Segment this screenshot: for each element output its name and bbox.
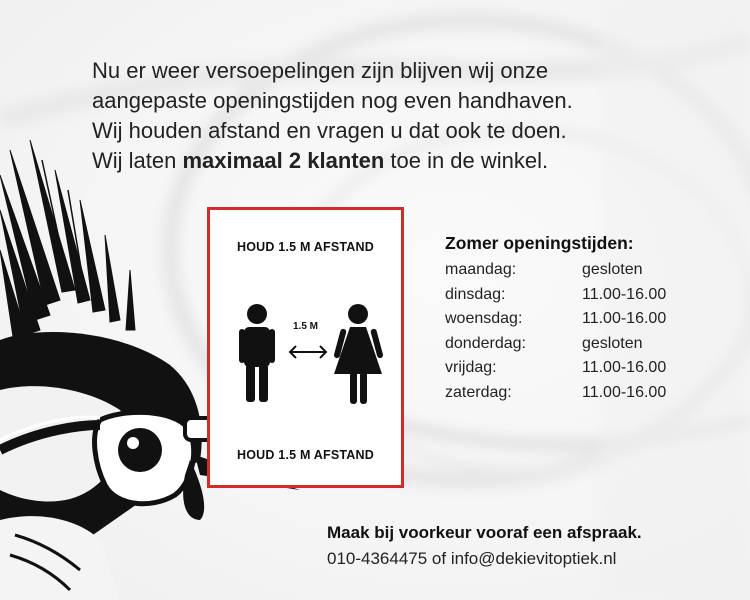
man-icon — [239, 304, 275, 402]
intro-line-3: Wij houden afstand en vragen u dat ook te doen. — [92, 118, 567, 143]
intro-line-4-prefix: Wij laten — [92, 148, 183, 173]
hours-time: gesloten — [582, 261, 643, 278]
sign-heading-bottom: HOUD 1.5 M AFSTAND — [237, 448, 374, 462]
intro-line-2: aangepaste openingstijden nog even handhaven. — [92, 88, 573, 113]
appointment-cta: Maak bij voorkeur vooraf een afspraak. — [327, 523, 642, 542]
hours-day: donderdag: — [445, 334, 526, 352]
hours-day: zaterdag: — [445, 383, 512, 401]
hours-row — [445, 381, 705, 406]
intro-line-1: Nu er weer versoepelingen zijn blijven wij onze — [92, 58, 549, 83]
distance-label: 1.5 M — [292, 321, 318, 332]
hours-title: Zomer openingstijden: — [445, 233, 634, 253]
crest-feathers — [0, 140, 135, 350]
hours-day: vrijdag: — [445, 359, 497, 376]
hours-day: woensdag: — [445, 310, 523, 327]
hours-time: 11.00-16.00 — [582, 359, 667, 376]
appointment-footer — [327, 520, 737, 572]
hours-day: maandag: — [445, 261, 517, 278]
contact-details: 010-4364475 of info@dekievitoptiek.nl — [327, 549, 617, 568]
hours-row — [445, 332, 705, 357]
hours-time: 11.00-16.00 — [582, 383, 667, 401]
hours-time: gesloten — [582, 334, 643, 352]
double-arrow-icon — [290, 346, 326, 358]
hours-row — [445, 258, 705, 283]
woman-icon — [333, 304, 383, 404]
opening-hours — [445, 233, 705, 405]
hours-row — [445, 283, 705, 308]
distance-sign — [207, 207, 404, 488]
max-customers-emphasis: maximaal 2 klanten — [182, 148, 385, 173]
sign-figures — [210, 302, 401, 412]
hours-time: 11.00-16.00 — [582, 285, 667, 303]
intro-line-4-suffix: toe in de winkel. — [384, 148, 549, 173]
sign-heading-top: HOUD 1.5 M AFSTAND — [237, 240, 374, 254]
hours-time: 11.00-16.00 — [582, 310, 667, 327]
hours-row — [445, 307, 705, 332]
hours-row — [445, 356, 705, 381]
hours-day: dinsdag: — [445, 285, 506, 303]
